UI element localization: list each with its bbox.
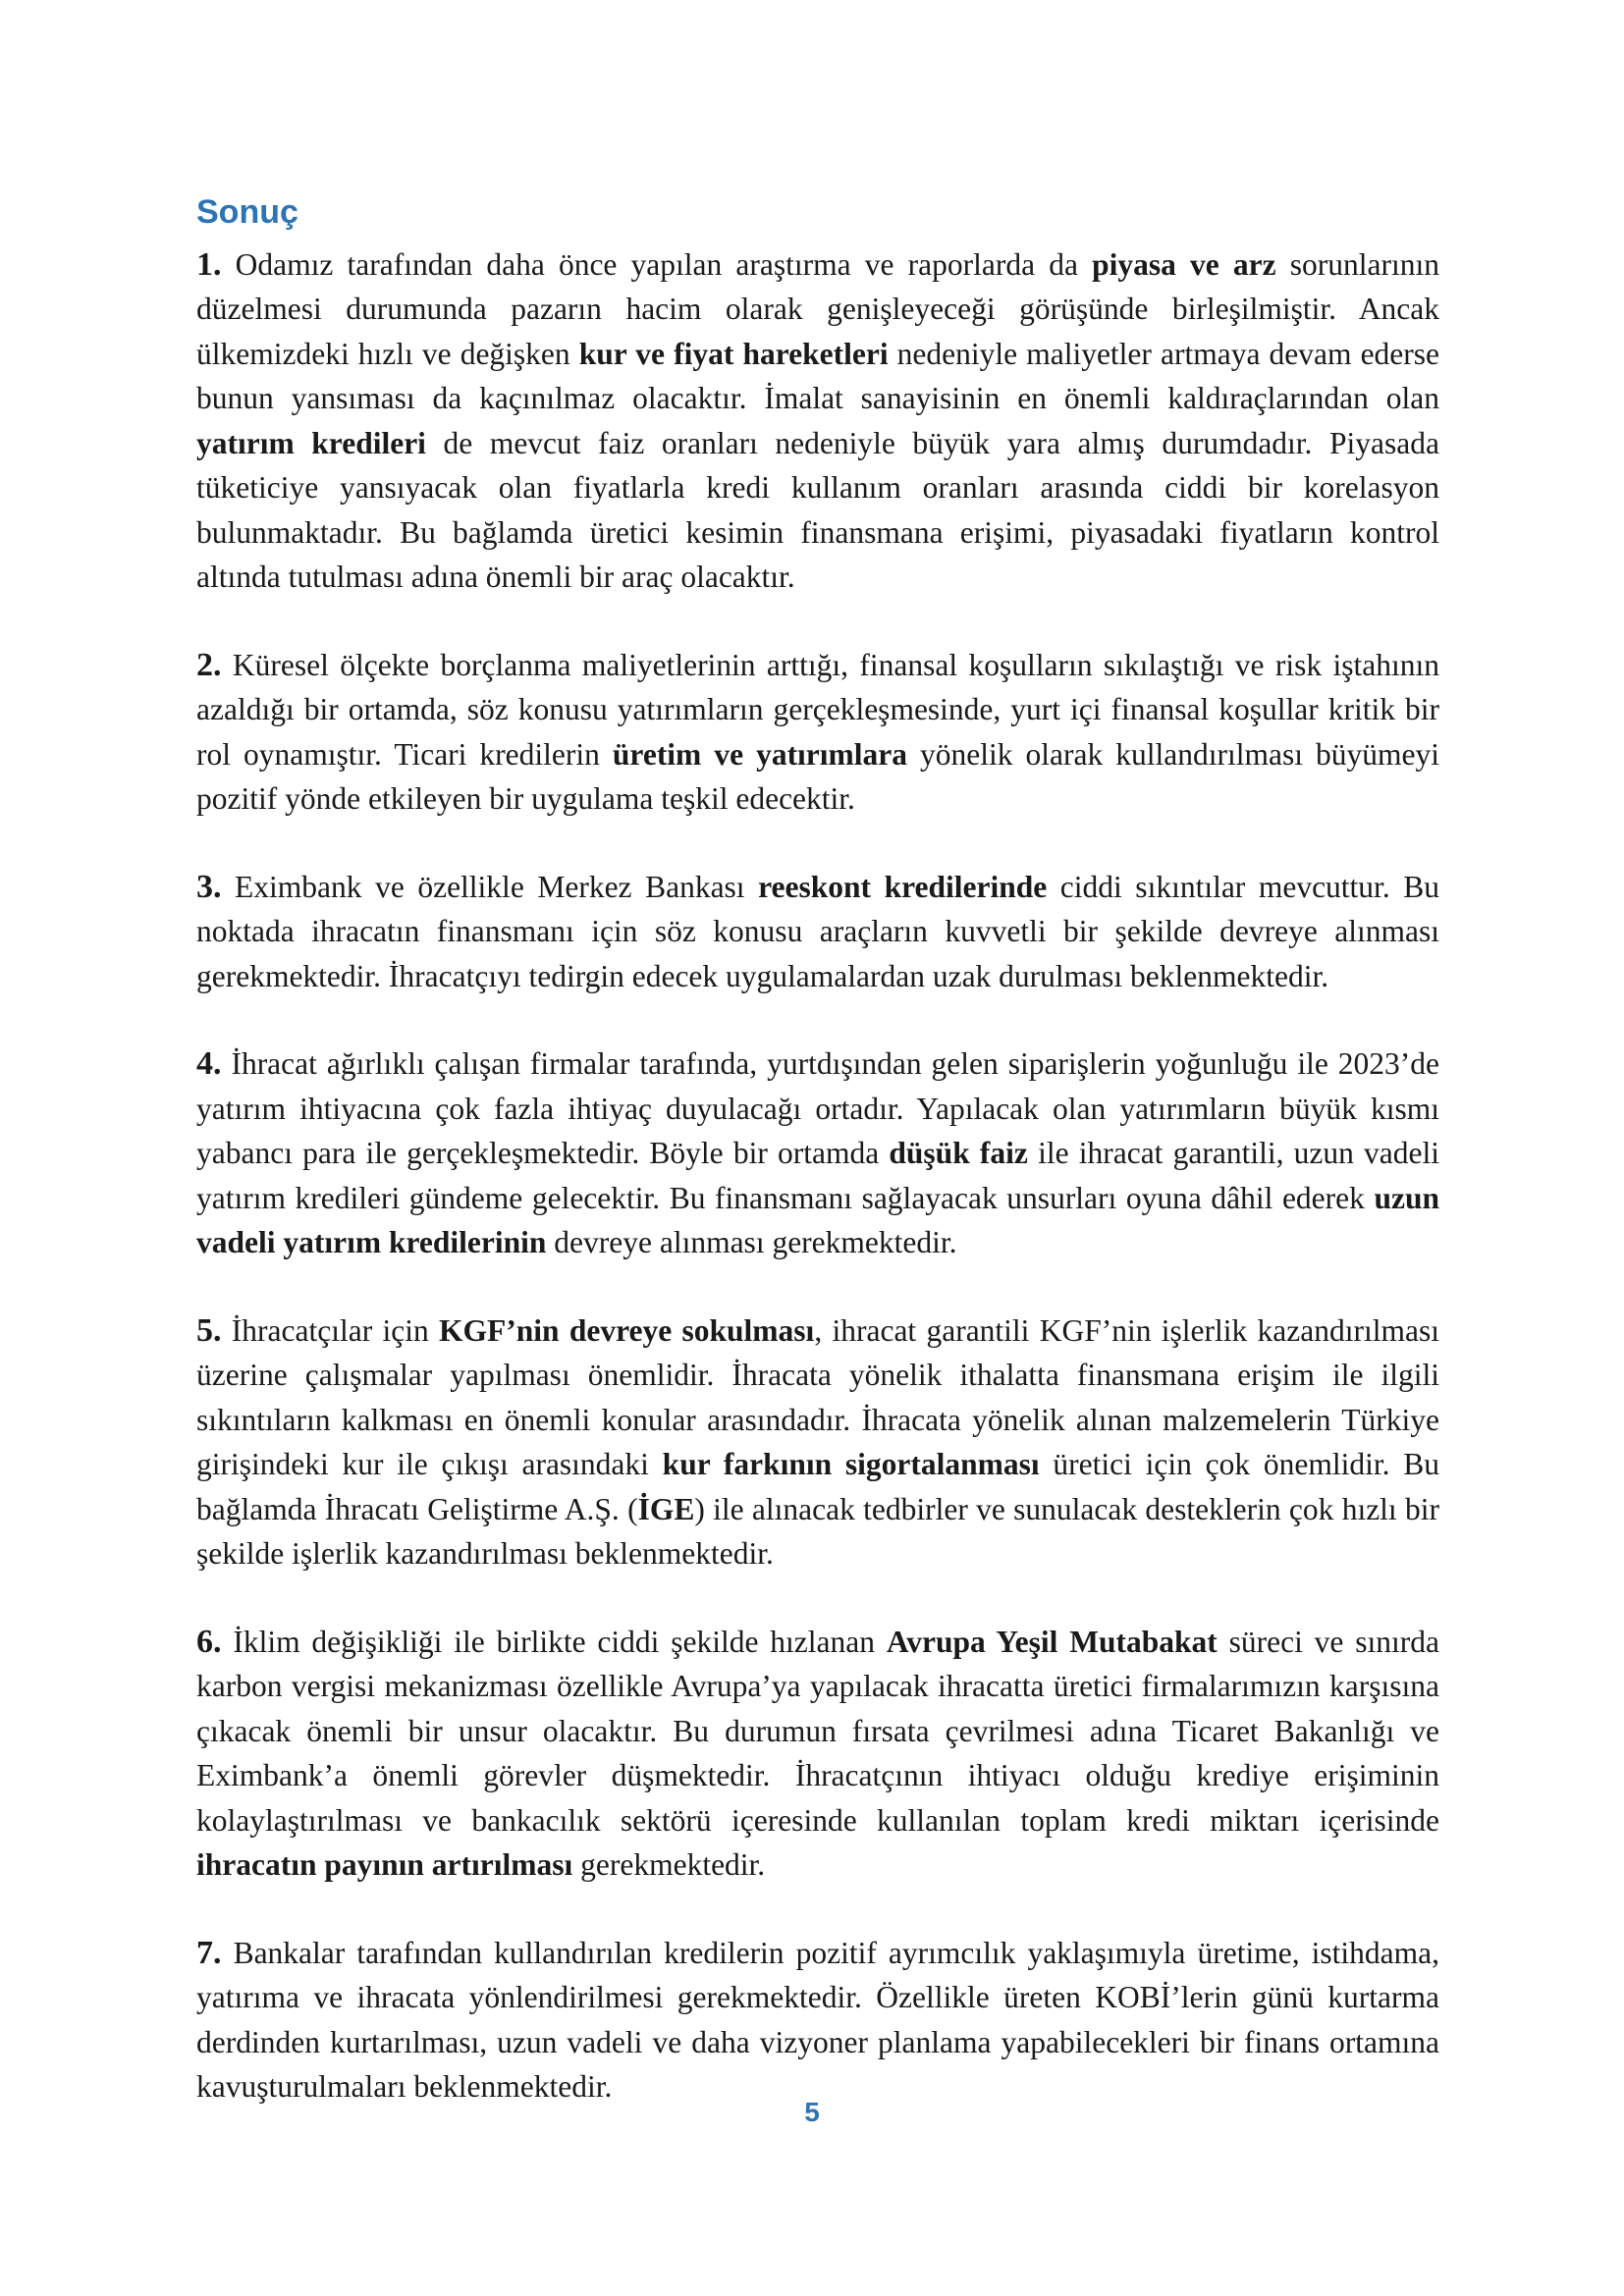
- paragraph-number: 6.: [196, 1623, 222, 1660]
- paragraph-text: , ihracat garantili KGF’nin işlerlik kazandırılması üzerine çalışmalar yapılması önemlidir. İhracata yönelik ithalatta finansmana erişim ile ilgili sıkıntıların kalkması en önemli konular arasındadır. İhracata yönelik alınan malzemelerin Türkiye girişindeki kur ile çıkışı arasındaki: [196, 1312, 1439, 1482]
- emphasis-text: uzun vadeli yatırım kredilerinin: [196, 1180, 1439, 1260]
- emphasis-text: üretim ve yatırımlara: [612, 736, 908, 772]
- emphasis-text: kur farkının sigortalanması: [662, 1447, 1040, 1482]
- paragraph-text: ) ile alınacak tedbirler ve sunulacak desteklerin çok hızlı bir şekilde işlerlik kazandırılması beklenmektedir.: [196, 1491, 1439, 1572]
- paragraph-text: gerekmektedir.: [572, 1847, 766, 1883]
- document-page: [196, 192, 1439, 2153]
- paragraph-text: İhracat ağırlıklı çalışan firmalar tarafında, yurtdışından gelen siparişlerin yoğunluğu ile 2023’de yatırım ihtiyacına çok fazla ihtiyaç duyulacağı ortadır. Yapılacak olan yatırımların büyük kısmı yabancı para ile gerçekleşmektedir. Böyle bir ortamda: [196, 1046, 1439, 1171]
- paragraph-text: İhracatçılar için: [221, 1312, 440, 1348]
- paragraph-text: ciddi sıkıntılar mevcuttur. Bu noktada ihracatın finansmanı için söz konusu araçların kuvvetli bir şekilde devreye alınması gerekmektedir. İhracatçıyı tedirgin edecek uygulamalardan uzak durulması beklenmektedir.: [196, 869, 1439, 993]
- paragraph-6: [196, 1620, 1439, 1888]
- paragraph-text: Odamız tarafından daha önce yapılan araştırma ve raporlarda da: [221, 246, 1093, 282]
- paragraph-number: 7.: [196, 1934, 222, 1971]
- emphasis-text: yatırım kredileri: [196, 425, 426, 460]
- paragraph-text: de mevcut faiz oranları nedeniyle büyük yara almış durumdadır. Piyasada tüketiciye yansıyacak olan fiyatlarla kredi kullanım oranları arasında ciddi bir korelasyon bulunmaktadır. Bu bağlamda üretici kesimin finansmana erişimi, piyasadaki fiyatların kontrol altında tutulması adına önemli bir araç olacaktır.: [196, 425, 1439, 595]
- paragraph-text: Eximbank ve özellikle Merkez Bankası: [221, 869, 759, 904]
- emphasis-text: KGF’nin devreye sokulması: [439, 1312, 815, 1348]
- emphasis-text: düşük faiz: [889, 1136, 1028, 1171]
- paragraph-text: sorunlarının düzelmesi durumunda pazarın hacim olarak genişleyeceği görüşünde birleşilmiştir. Ancak ülkemizdeki hızlı ve değişken: [196, 246, 1439, 371]
- emphasis-text: piyasa ve arz: [1092, 246, 1276, 282]
- paragraph-text: yönelik olarak kullandırılması büyümeyi pozitif yönde etkileyen bir uygulama teşkil edecektir.: [196, 736, 1439, 817]
- paragraph-text: Bankalar tarafından kullandırılan kredilerin pozitif ayrımcılık yaklaşımıyla üretime, istihdama, yatırıma ve ihracata yönlendirilmesi gerekmektedir. Özellikle üreten KOBİ’lerin günü kurtarma derdinden kurtarılması, uzun vadeli ve daha vizyoner planlama yapabilecekleri bir finans ortamına kavuşturulmaları beklenmektedir.: [196, 1935, 1439, 2105]
- emphasis-text: Avrupa Yeşil Mutabakat: [886, 1624, 1218, 1659]
- paragraph-number: 4.: [196, 1045, 222, 1083]
- paragraph-text: nedeniyle maliyetler artmaya devam ederse bunun yansıması da kaçınılmaz olacaktır. İmalat sanayisinin en önemli kaldıraçlarından olan: [196, 336, 1440, 416]
- emphasis-text: İGE: [637, 1491, 695, 1526]
- paragraph-4: [196, 1041, 1439, 1265]
- paragraph-number: 2.: [196, 646, 222, 683]
- paragraph-text: ile ihracat garantili, uzun vadeli yatırım kredileri gündeme gelecektir. Bu finansmanı sağlayacak unsurları oyuna dâhil ederek: [196, 1136, 1440, 1215]
- paragraph-number: 1.: [196, 245, 222, 283]
- paragraph-text: İklim değişikliği ile birlikte ciddi şekilde hızlanan: [221, 1624, 887, 1659]
- paragraph-7: [196, 1931, 1439, 2109]
- paragraph-number: 5.: [196, 1311, 222, 1349]
- paragraph-text: Küresel ölçekte borçlanma maliyetlerinin arttığı, finansal koşulların sıkılaştığı ve risk iştahının azaldığı bir ortamda, söz konusu yatırımların gerçekleşmesinde, yurt içi finansal koşullar kritik bir rol oynamıştır. Ticari kredilerin: [196, 647, 1439, 772]
- paragraph-text: süreci ve sınırda karbon vergisi mekanizması özellikle Avrupa’ya yapılacak ihracatta üretici firmalarımızın karşısına çıkacak önemli bir unsur olacaktır. Bu durumun fırsata çevrilmesi adına Ticaret Bakanlığı ve Eximbank’a önemli görevler düşmektedir. İhracatçının ihtiyacı olduğu krediye erişiminin kolaylaştırılması ve bankacılık sektörü içeresinde kullanılan toplam kredi miktarı içerisinde: [196, 1624, 1439, 1838]
- page-number: 5: [804, 2097, 820, 2127]
- emphasis-text: kur ve fiyat hareketleri: [578, 336, 889, 371]
- emphasis-text: reeskont kredilerinde: [758, 869, 1048, 904]
- paragraph-5: [196, 1308, 1439, 1576]
- paragraph-text: üretici için çok önemlidir. Bu bağlamda İhracatı Geliştirme A.Ş. (: [196, 1447, 1439, 1526]
- paragraph-1: [196, 242, 1439, 600]
- emphasis-text: ihracatın payının artırılması: [196, 1847, 573, 1883]
- section-heading: Sonuç: [196, 193, 298, 231]
- paragraph-2: [196, 643, 1439, 822]
- paragraph-text: devreye alınması gerekmektedir.: [546, 1225, 957, 1260]
- paragraph-3: [196, 865, 1439, 999]
- paragraph-number: 3.: [196, 868, 222, 905]
